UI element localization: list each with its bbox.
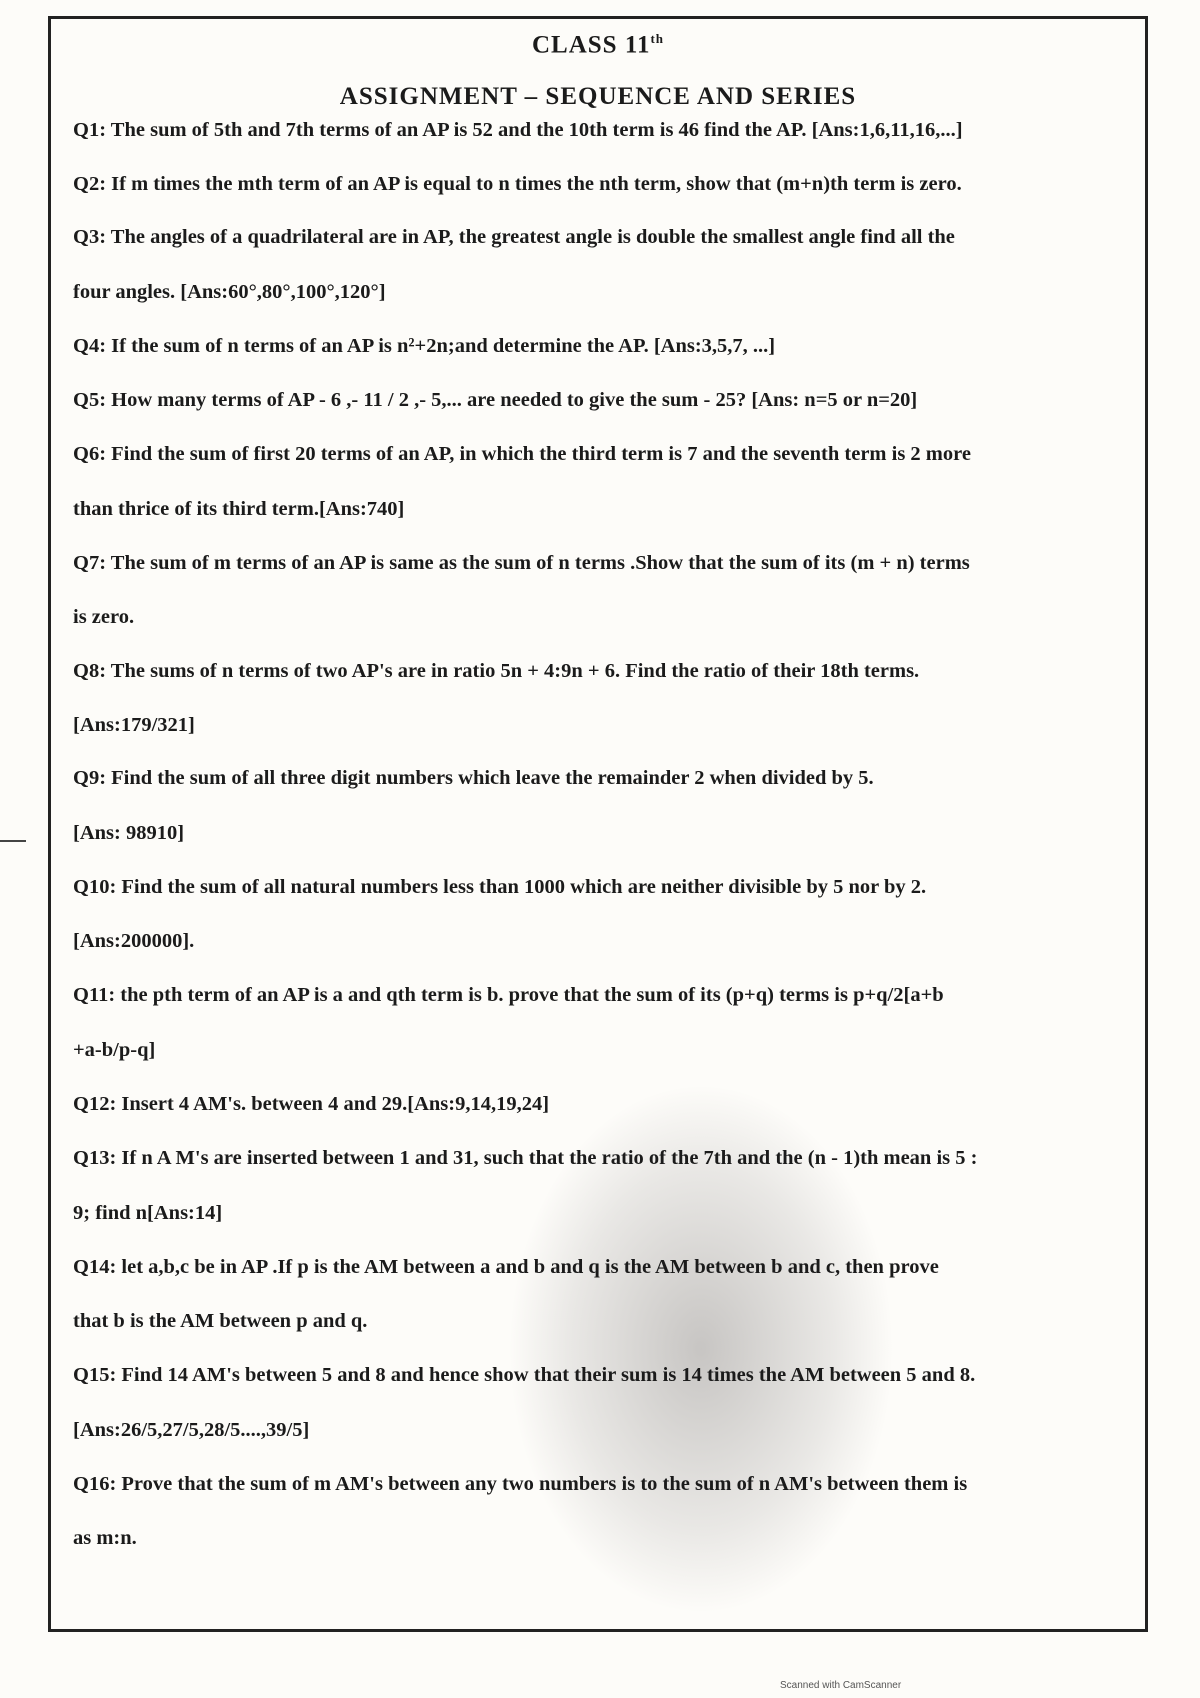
- question-14: Q14: let a,b,c be in AP .If p is the AM between a and b and q is the AM between b and c, then prove: [73, 1256, 939, 1278]
- question-6: Q6: Find the sum of first 20 terms of an AP, in which the third term is 7 and the seventh term is 2 more: [73, 443, 971, 465]
- question-13-continued: 9; find n[Ans:14]: [73, 1202, 223, 1224]
- question-11: Q11: the pth term of an AP is a and qth term is b. prove that the sum of its (p+q) terms is p+q/2[a+b: [73, 984, 944, 1006]
- question-12: Q12: Insert 4 AM's. between 4 and 29.[Ans:9,14,19,24]: [73, 1093, 550, 1115]
- margin-mark: [0, 840, 26, 842]
- question-10-continued: [Ans:200000].: [73, 930, 195, 952]
- question-8: Q8: The sums of n terms of two AP's are in ratio 5n + 4:9n + 6. Find the ratio of their 18th terms.: [73, 660, 920, 682]
- assignment-title: ASSIGNMENT – SEQUENCE AND SERIES: [339, 83, 857, 110]
- question-3-continued: four angles. [Ans:60°,80°,100°,120°]: [73, 281, 386, 303]
- question-7: Q7: The sum of m terms of an AP is same as the sum of n terms .Show that the sum of its (m + n) terms: [73, 552, 970, 574]
- question-5: Q5: How many terms of AP - 6 ,- 11 / 2 ,- 5,... are needed to give the sum - 25? [Ans: n=5 or n=20]: [73, 389, 918, 411]
- question-9-continued: [Ans: 98910]: [73, 822, 185, 844]
- question-1: Q1: The sum of 5th and 7th terms of an AP is 52 and the 10th term is 46 find the AP. [Ans:1,6,11,16,...]: [73, 119, 963, 141]
- question-15-continued: [Ans:26/5,27/5,28/5....,39/5]: [73, 1419, 310, 1441]
- question-7-continued: is zero.: [73, 606, 135, 628]
- question-14-continued: that b is the AM between p and q.: [73, 1310, 368, 1332]
- assignment-sheet: [48, 16, 1148, 1632]
- question-11-continued: +a-b/p-q]: [73, 1039, 156, 1061]
- question-13: Q13: If n A M's are inserted between 1 and 31, such that the ratio of the 7th and the (n - 1)th mean is 5 :: [73, 1147, 978, 1169]
- question-10: Q10: Find the sum of all natural numbers less than 1000 which are neither divisible by 5 nor by 2.: [73, 876, 927, 898]
- question-16-continued: as m:n.: [73, 1527, 137, 1549]
- question-6-continued: than thrice of its third term.[Ans:740]: [73, 498, 405, 520]
- question-2: Q2: If m times the mth term of an AP is equal to n times the nth term, show that (m+n)th term is zero.: [73, 173, 962, 195]
- question-9: Q9: Find the sum of all three digit numbers which leave the remainder 2 when divided by 5.: [73, 767, 874, 789]
- question-8-continued: [Ans:179/321]: [73, 714, 195, 736]
- scanner-watermark: Scanned with CamScanner: [780, 1680, 902, 1691]
- question-16: Q16: Prove that the sum of m AM's between any two numbers is to the sum of n AM's between them is: [73, 1473, 968, 1495]
- question-3: Q3: The angles of a quadrilateral are in AP, the greatest angle is double the smallest angle find all the: [73, 226, 955, 248]
- question-4: Q4: If the sum of n terms of an AP is n²+2n;and determine the AP. [Ans:3,5,7, ...]: [73, 335, 776, 357]
- question-15: Q15: Find 14 AM's between 5 and 8 and hence show that their sum is 14 times the AM between 5 and 8.: [73, 1364, 976, 1386]
- class-heading: CLASS 11th: [531, 31, 665, 59]
